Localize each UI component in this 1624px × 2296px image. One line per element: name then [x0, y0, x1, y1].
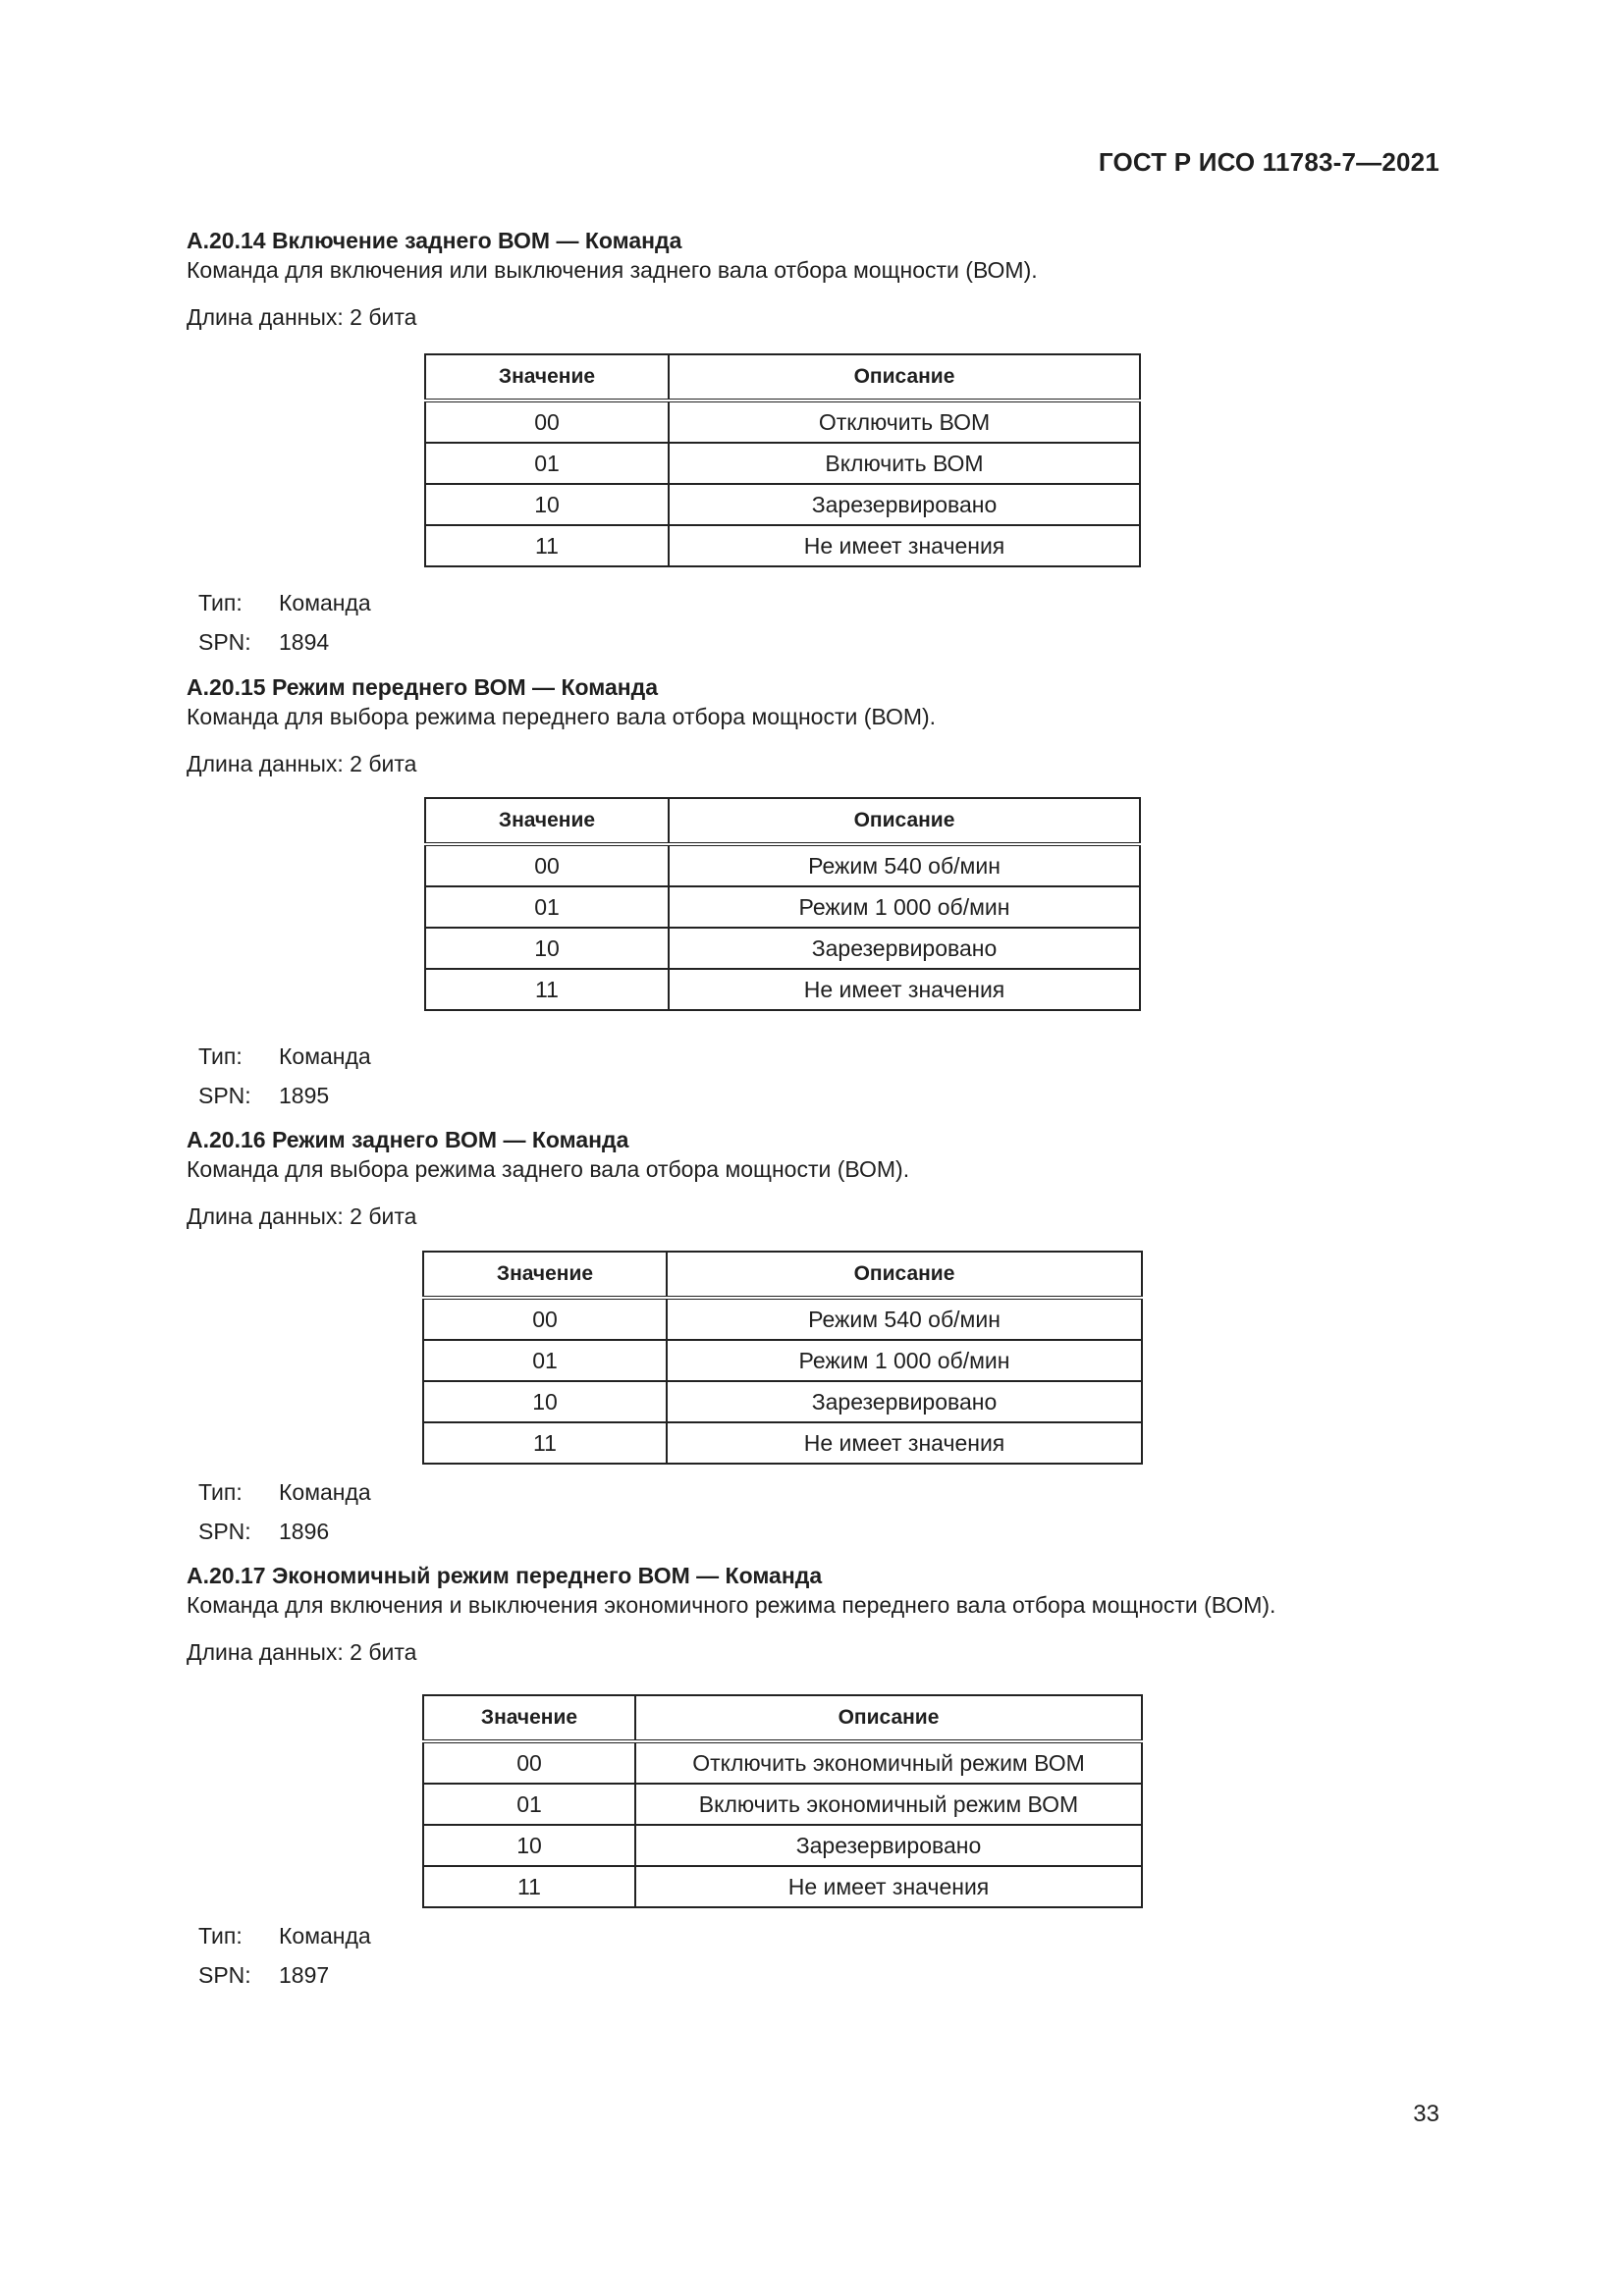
- type-value: Команда: [279, 590, 371, 615]
- spn-label: SPN:: [198, 1962, 251, 1988]
- section-meta: [198, 1472, 371, 1551]
- type-row: [198, 1472, 371, 1512]
- spn-value: 1896: [279, 1519, 330, 1544]
- table-row: [423, 1340, 1142, 1381]
- section-heading: А.20.16 Режим заднего ВОМ — Команда: [187, 1127, 629, 1152]
- type-row: [198, 583, 371, 622]
- cell-description: Не имеет значения: [667, 1422, 1142, 1464]
- table-row: [423, 1866, 1142, 1907]
- values-table: [422, 1694, 1143, 1908]
- section-a-20-16: [187, 1125, 1443, 1231]
- section-meta: [198, 1037, 371, 1115]
- column-header-description: Описание: [667, 1252, 1142, 1298]
- column-header-value: Значение: [425, 354, 669, 400]
- spn-label: SPN:: [198, 1519, 251, 1544]
- cell-value: 10: [425, 928, 669, 969]
- table-row: [423, 1298, 1142, 1340]
- spn-row: [198, 1512, 371, 1551]
- cell-value: 01: [425, 443, 669, 484]
- cell-value: 01: [423, 1340, 667, 1381]
- cell-value: 10: [425, 484, 669, 525]
- cell-value: 10: [423, 1825, 635, 1866]
- column-header-description: Описание: [669, 798, 1140, 844]
- cell-description: Не имеет значения: [669, 969, 1140, 1010]
- type-row: [198, 1916, 371, 1955]
- cell-description: Зарезервировано: [635, 1825, 1142, 1866]
- table-row: [423, 1741, 1142, 1784]
- cell-value: 10: [423, 1381, 667, 1422]
- cell-description: Режим 1 000 об/мин: [669, 886, 1140, 928]
- table-row: [425, 443, 1140, 484]
- cell-value: 11: [425, 525, 669, 566]
- type-row: [198, 1037, 371, 1076]
- column-header-value: Значение: [423, 1695, 635, 1741]
- table-header-row: [425, 798, 1140, 844]
- data-length: Длина данных: 2 бита: [187, 1639, 417, 1665]
- section-heading: А.20.17 Экономичный режим переднего ВОМ — Команда: [187, 1563, 823, 1588]
- table-row: [425, 928, 1140, 969]
- cell-value: 00: [423, 1298, 667, 1340]
- cell-value: 00: [425, 844, 669, 886]
- data-length: Длина данных: 2 бита: [187, 304, 417, 330]
- cell-description: Зарезервировано: [667, 1381, 1142, 1422]
- type-label: Тип:: [198, 1479, 243, 1505]
- values-table: [422, 1251, 1143, 1465]
- table-header-row: [423, 1252, 1142, 1298]
- cell-value: 11: [423, 1866, 635, 1907]
- cell-description: Отключить ВОМ: [669, 400, 1140, 443]
- type-label: Тип:: [198, 1923, 243, 1949]
- type-value: Команда: [279, 1043, 371, 1069]
- table-row: [423, 1422, 1142, 1464]
- cell-value: 11: [423, 1422, 667, 1464]
- cell-description: Зарезервировано: [669, 484, 1140, 525]
- document-standard-title: ГОСТ Р ИСО 11783-7—2021: [1098, 147, 1439, 177]
- type-label: Тип:: [198, 590, 243, 615]
- cell-description: Включить ВОМ: [669, 443, 1140, 484]
- cell-value: 01: [425, 886, 669, 928]
- column-header-value: Значение: [423, 1252, 667, 1298]
- cell-value: 01: [423, 1784, 635, 1825]
- cell-description: Зарезервировано: [669, 928, 1140, 969]
- section-description: Команда для выбора режима заднего вала отбора мощности (ВОМ).: [187, 1156, 910, 1182]
- section-meta: [198, 1916, 371, 1995]
- cell-value: 00: [423, 1741, 635, 1784]
- section-a-20-15: [187, 672, 1443, 778]
- table-row: [425, 525, 1140, 566]
- spn-row: [198, 1955, 371, 1995]
- values-table: [424, 353, 1141, 567]
- data-length: Длина данных: 2 бита: [187, 1203, 417, 1229]
- spn-label: SPN:: [198, 629, 251, 655]
- type-value: Команда: [279, 1479, 371, 1505]
- table-row: [425, 886, 1140, 928]
- cell-description: Режим 540 об/мин: [669, 844, 1140, 886]
- cell-value: 00: [425, 400, 669, 443]
- section-description: Команда для включения и выключения экономичного режима переднего вала отбора мощности (ВОМ).: [187, 1592, 1276, 1618]
- cell-description: Режим 540 об/мин: [667, 1298, 1142, 1340]
- section-heading: А.20.15 Режим переднего ВОМ — Команда: [187, 674, 659, 700]
- cell-description: Включить экономичный режим ВОМ: [635, 1784, 1142, 1825]
- section-a-20-14: [187, 226, 1443, 332]
- type-label: Тип:: [198, 1043, 243, 1069]
- table-row: [425, 844, 1140, 886]
- table-row: [425, 484, 1140, 525]
- type-value: Команда: [279, 1923, 371, 1949]
- section-description: Команда для включения или выключения заднего вала отбора мощности (ВОМ).: [187, 257, 1038, 283]
- column-header-value: Значение: [425, 798, 669, 844]
- table-row: [423, 1381, 1142, 1422]
- spn-label: SPN:: [198, 1083, 251, 1108]
- table-header-row: [423, 1695, 1142, 1741]
- spn-row: [198, 1076, 371, 1115]
- table-header-row: [425, 354, 1140, 400]
- cell-description: Не имеет значения: [635, 1866, 1142, 1907]
- column-header-description: Описание: [635, 1695, 1142, 1741]
- column-header-description: Описание: [669, 354, 1140, 400]
- cell-value: 11: [425, 969, 669, 1010]
- cell-description: Не имеет значения: [669, 525, 1140, 566]
- data-length: Длина данных: 2 бита: [187, 751, 417, 776]
- table-row: [423, 1784, 1142, 1825]
- cell-description: Режим 1 000 об/мин: [667, 1340, 1142, 1381]
- cell-description: Отключить экономичный режим ВОМ: [635, 1741, 1142, 1784]
- table-row: [423, 1825, 1142, 1866]
- spn-value: 1895: [279, 1083, 330, 1108]
- section-meta: [198, 583, 371, 662]
- table-row: [425, 400, 1140, 443]
- spn-value: 1894: [279, 629, 330, 655]
- section-description: Команда для выбора режима переднего вала отбора мощности (ВОМ).: [187, 704, 937, 729]
- spn-value: 1897: [279, 1962, 330, 1988]
- values-table: [424, 797, 1141, 1011]
- page-number: 33: [1413, 2101, 1439, 2127]
- section-a-20-17: [187, 1561, 1443, 1667]
- spn-row: [198, 622, 371, 662]
- table-row: [425, 969, 1140, 1010]
- section-heading: А.20.14 Включение заднего ВОМ — Команда: [187, 228, 682, 253]
